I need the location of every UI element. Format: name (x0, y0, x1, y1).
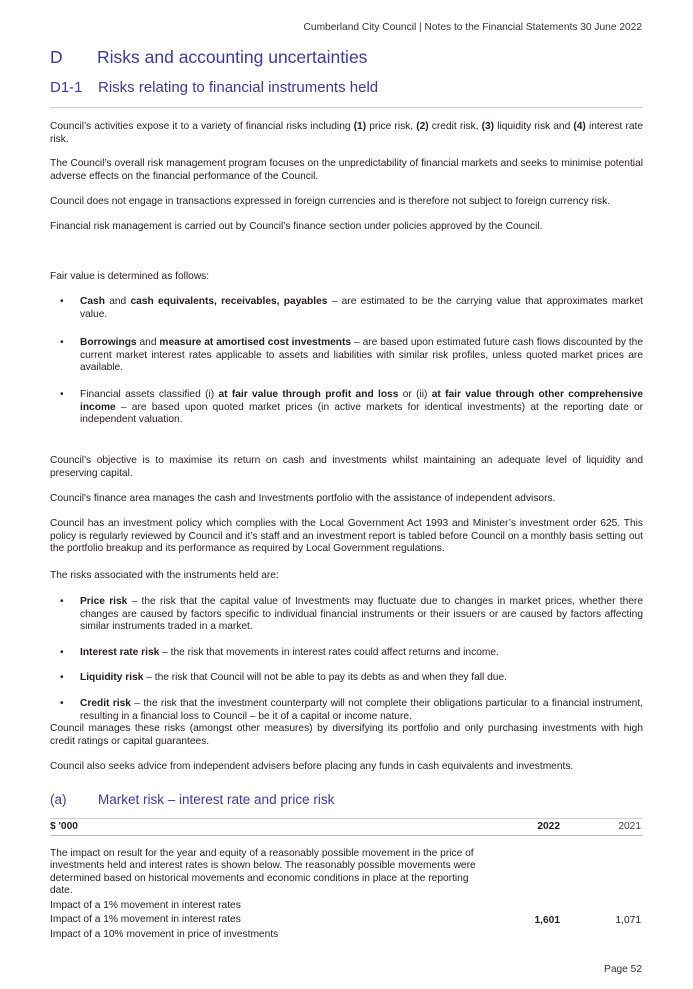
market-risk-title: Market risk – interest rate and price risk (98, 792, 335, 807)
col-unit: $ '000 (50, 821, 78, 832)
market-risk-label: (a) (50, 792, 67, 807)
subsection-title (50, 79, 378, 96)
table-description: The impact on result for the year and equity of a reasonably possible movement in the price of investments held and interest rates is shown below. The reasonably possible movements were determined based on historical movements and economic conditions in place at the reporting date. (50, 848, 476, 896)
objective-paragraph-1: Council’s objective is to maximise its return on cash and investments whilst maintaining an adequate level of liquidity and preserving capital. (50, 455, 643, 479)
subsection-number: D1-1 (50, 79, 83, 96)
intro-paragraph-1: Council’s activities expose it to a variety of financial risks including (1) price risk, (2) credit risk, (3) liquidity risk and (4) interest rate risk. (50, 121, 644, 145)
section-letter: D (50, 47, 63, 67)
section-title-text: Risks and accounting uncertainties (97, 47, 368, 67)
intro-paragraph-3: Council does not engage in transactions expressed in foreign currencies and is therefore not subject to foreign currency risk. (50, 196, 611, 207)
col-2022: 2022 (537, 821, 560, 832)
objective-paragraph-4: The risks associated with the instruments held are: (50, 570, 279, 581)
closing-paragraph-1: Council manages these risks (amongst other measures) by diversifying its portfolio and only purchasing investments with high credit ratings or capital guarantees. (50, 723, 643, 747)
page-number: Page 52 (604, 964, 642, 975)
objective-paragraph-3: Council has an investment policy which complies with the Local Government Act 1993 and Minister’s investment order 625. This policy is regularly reviewed by Council and it’s staff and an investment report is tabled before Council on a monthly basis setting out the portfolio breakup and its performance as required by Local Government regulations. (50, 518, 643, 554)
table-header (50, 821, 643, 836)
divider (50, 107, 643, 108)
running-header: Cumberland City Council | Notes to the Financial Statements 30 June 2022 (303, 22, 642, 33)
closing-paragraph-2: Council also seeks advice from independent advisers before placing any funds in cash equivalents and investments. (50, 761, 574, 772)
table-row-1: Impact of a 1% movement in interest rates (50, 900, 241, 911)
table-row-2: Impact of a 1% movement in interest rates (50, 914, 241, 925)
value-2021: 1,071 (615, 915, 641, 926)
value-2022: 1,601 (534, 915, 560, 926)
subsection-title-text: Risks relating to financial instruments held (98, 79, 379, 96)
market-risk-heading (50, 792, 334, 807)
col-2021: 2021 (618, 821, 641, 832)
table-top-divider (50, 818, 643, 819)
objective-paragraph-2: Council's finance area manages the cash and Investments portfolio with the assistance of independent advisors. (50, 493, 556, 504)
table-row-3: Impact of a 10% movement in price of investments (50, 929, 279, 940)
fair-value-lead: Fair value is determined as follows: (50, 271, 210, 282)
intro-paragraph-2: The Council’s overall risk management program focuses on the unpredictability of financial markets and seeks to minimise potential adverse effects on the financial performance of the Council. (50, 158, 643, 182)
intro-paragraph-4: Financial risk management is carried out by Council’s finance section under policies approved by the Council. (50, 221, 543, 232)
section-title (50, 47, 367, 68)
